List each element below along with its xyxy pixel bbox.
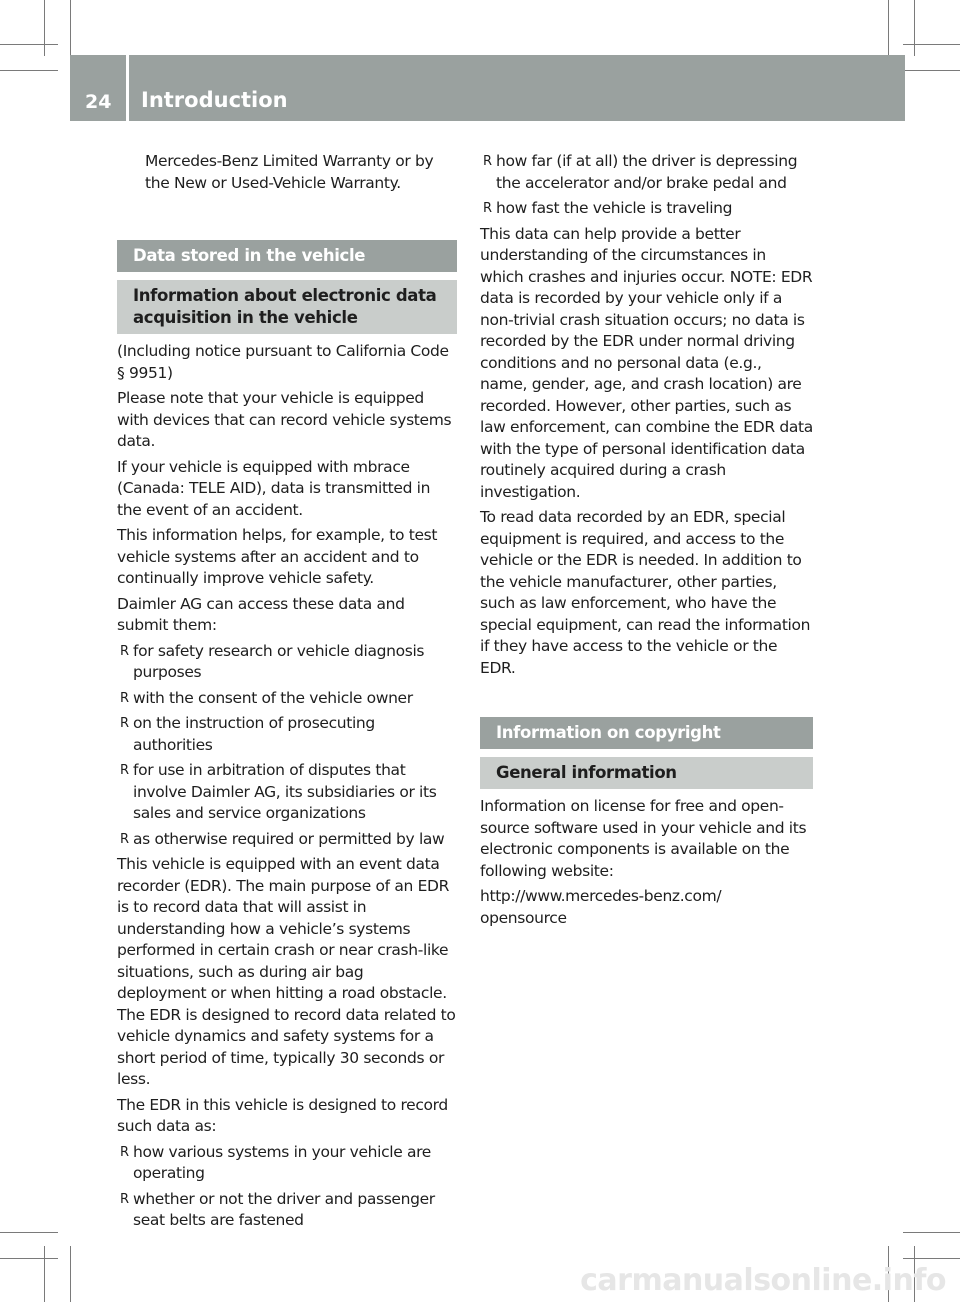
paragraph: The EDR in this vehicle is designed to record such data as: [117, 1095, 448, 1135]
paragraph: This information helps, for example, to test vehicle systems after an accident and to continually improve vehicle safety. [117, 526, 438, 587]
list-item-text: for use in arbitration of disputes that involve Daimler AG, its subsidiaries or its sales and service organizations [133, 761, 437, 822]
bullet-icon: R [483, 154, 492, 169]
paragraph: This vehicle is equipped with an event data recorder (EDR). The main purpose of an EDR is to record data that will assist in understanding how a vehicle’s systems performed in certain crash or near crash-like situations, such as during air bag deployment or when hitting a road obstacle. The EDR is designed to record data related to vehicle dynamics and safety systems for a short period of time, typically 30 seconds or less. [117, 855, 456, 1088]
crop-mark [903, 44, 960, 45]
crop-mark [888, 0, 889, 56]
list-item [117, 760, 457, 825]
list-item [117, 713, 457, 756]
bullet-icon: R [120, 831, 129, 847]
page-number: 24 [85, 91, 112, 113]
right-column [480, 151, 813, 933]
crop-mark [0, 44, 58, 45]
paragraph: Information on license for free and open-source software used in your vehicle and its electronic components is available on the following website: [480, 797, 807, 880]
bullet-icon: R [483, 201, 492, 216]
list-item-text: on the instruction of prosecuting authorities [133, 714, 375, 754]
list-item-text: with the consent of the vehicle owner [133, 688, 413, 707]
list-item [117, 1189, 457, 1232]
bullet-icon: R [120, 716, 129, 731]
crop-mark [0, 70, 58, 71]
watermark: carmanualsonline.info [580, 1263, 946, 1298]
list-item-text: how fast the vehicle is traveling [496, 199, 733, 217]
bullet-icon: R [120, 690, 129, 706]
paragraph: If your vehicle is equipped with mbrace (Canada: TELE AID), data is transmitted in the event of an accident. [117, 457, 431, 519]
bullet-icon: R [120, 1144, 129, 1160]
subsection-heading-electronic-data: Information about electronic data acquisition in the vehicle [117, 280, 457, 334]
website-link[interactable]: http://www.mercedes-benz.com/ opensource [480, 887, 722, 927]
crop-mark [903, 1258, 960, 1259]
crop-mark [0, 1232, 58, 1233]
list-item [117, 829, 457, 851]
list-item [117, 688, 457, 710]
crop-mark [70, 0, 71, 56]
page-title: Introduction [141, 88, 288, 112]
crop-mark [914, 0, 915, 56]
bullet-icon: R [120, 643, 129, 659]
subsection-heading-general-information: General information [480, 757, 813, 789]
bullet-icon: R [120, 1191, 129, 1207]
list-item [117, 641, 457, 684]
intro-continuation: Mercedes-Benz Limited Warranty or by the New or Used-Vehicle Warranty. [145, 152, 434, 192]
section-heading-data-stored: Data stored in the vehicle [117, 240, 457, 272]
crop-mark [44, 0, 45, 56]
list-item-text: how far (if at all) the driver is depressing the accelerator and/or brake pedal and [496, 152, 798, 192]
paragraph: Please note that your vehicle is equipped with devices that can record vehicle systems data. [117, 389, 452, 450]
list-item [117, 1142, 457, 1185]
paragraph: (Including notice pursuant to California Code § 9951) [117, 342, 449, 382]
crop-mark [903, 1232, 960, 1233]
crop-mark [903, 70, 960, 71]
list-item-text: whether or not the driver and passenger seat belts are fastened [133, 1189, 435, 1229]
crop-mark [44, 1246, 45, 1302]
section-heading-copyright: Information on copyright [480, 717, 813, 749]
list-item-text: for safety research or vehicle diagnosis purposes [133, 641, 425, 681]
paragraph: This data can help provide a better understanding of the circumstances in which crashes and injuries occur. NOTE: EDR data is recorded by your vehicle only if a non-trivial crash situation occurs; no data is recorded by the EDR under normal driving conditions and no personal data (e.g., name, gender, age, and crash location) are recorded. However, other parties, such as law enforcement, can combine the EDR data with the type of personal identification data routinely acquired during a crash investigation. [480, 224, 813, 501]
crop-mark [0, 1258, 58, 1259]
bullet-icon: R [120, 763, 129, 778]
crop-mark [70, 1246, 71, 1302]
header-divider [126, 55, 129, 121]
paragraph: Daimler AG can access these data and submit them: [117, 594, 405, 634]
paragraph: To read data recorded by an EDR, special equipment is required, and access to the vehicle or the EDR is needed. In addition to the vehicle manufacturer, other parties, such as law enforcement, who have the special equipment, can read the information if they have access to the vehicle or the EDR. [480, 508, 811, 677]
list-item-text: how various systems in your vehicle are operating [133, 1142, 431, 1182]
list-item [480, 198, 813, 220]
list-item-text: as otherwise required or permitted by law [133, 829, 445, 848]
left-column [117, 151, 457, 1236]
list-item [480, 151, 813, 194]
